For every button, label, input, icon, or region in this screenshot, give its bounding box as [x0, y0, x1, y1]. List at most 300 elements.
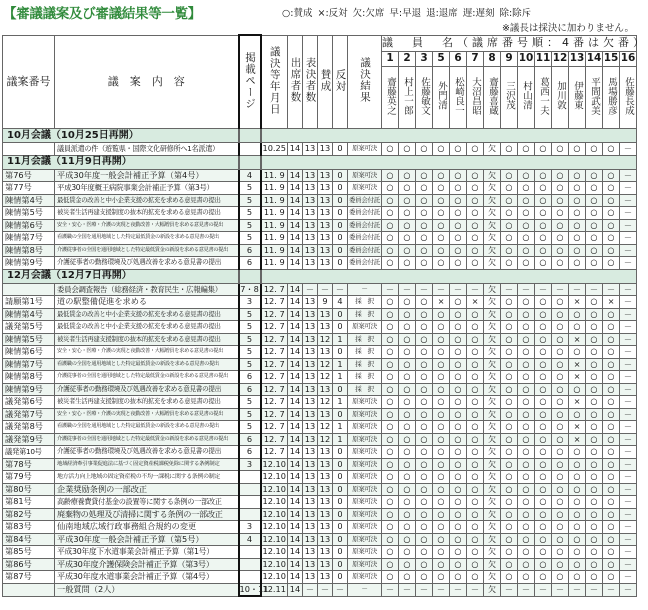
attend-cell: 14 — [288, 358, 303, 371]
vote-cell: ○ — [467, 471, 484, 484]
result-cell: 原案可決 — [348, 321, 382, 334]
vote-cell: ○ — [535, 346, 552, 359]
header-page: 掲載ページ — [239, 35, 261, 129]
attend-cell: 14 — [288, 421, 303, 434]
header-attend: 出席者数 — [288, 35, 303, 129]
table-row — [3, 421, 637, 434]
vote-cell: ○ — [450, 143, 467, 156]
vote-cell: ○ — [399, 446, 416, 459]
vote-cell: ○ — [535, 521, 552, 534]
table-row — [3, 458, 637, 471]
member-seat-number: 16 — [620, 51, 637, 66]
vote-cell: ○ — [433, 458, 450, 471]
page-cell — [239, 155, 261, 169]
vote-cell: ○ — [501, 169, 518, 182]
vote-cell: ○ — [382, 219, 399, 232]
date-cell: 12. 7 — [261, 308, 288, 321]
vote-cell: ○ — [535, 508, 552, 521]
bill-no-cell — [3, 143, 55, 156]
page-cell: 5 — [239, 207, 261, 220]
vote-cell: ○ — [467, 232, 484, 245]
date-cell: 11. 9 — [261, 257, 288, 270]
vote-cell: － — [620, 244, 637, 257]
vote-cell: ○ — [416, 219, 433, 232]
vote-cell: ○ — [501, 446, 518, 459]
vote-cell: ○ — [467, 446, 484, 459]
vote-cell: ○ — [501, 321, 518, 334]
vote-cell: ○ — [382, 571, 399, 584]
vote-cell: ○ — [467, 496, 484, 509]
result-cell: 原案可決 — [348, 483, 382, 496]
bill-content-cell: 平成30年度概王病院事業会計補正予算（第3号） — [55, 182, 239, 195]
voters-cell: 13 — [303, 346, 318, 359]
vote-cell: ○ — [518, 169, 535, 182]
date-cell: 12. 7 — [261, 421, 288, 434]
vote-cell: ○ — [586, 371, 603, 384]
vote-cell: ○ — [382, 408, 399, 421]
vote-cell: － — [620, 533, 637, 546]
attend-cell: 14 — [288, 308, 303, 321]
vote-cell: － — [620, 383, 637, 396]
page-cell: 5 — [239, 421, 261, 434]
vote-cell: ○ — [603, 219, 620, 232]
yes-count-cell: 13 — [318, 182, 333, 195]
no-count-cell: 1 — [333, 371, 348, 384]
vote-cell: 欠 — [484, 143, 501, 156]
table-row — [3, 358, 637, 371]
vote-cell: ○ — [569, 257, 586, 270]
bill-content-cell: 廃棄物の処理及び清掃に関する条例の一部改正 — [55, 508, 239, 521]
vote-cell: ○ — [586, 508, 603, 521]
bill-content-cell: 地域経済牽引事業促進法に基づく固定資産税課税免除に関する条例制定 — [55, 458, 239, 471]
vote-cell: ○ — [552, 483, 569, 496]
vote-cell: ○ — [399, 458, 416, 471]
vote-cell: ○ — [382, 194, 399, 207]
attend-cell: 14 — [288, 321, 303, 334]
vote-cell: ○ — [433, 182, 450, 195]
vote-cell: ○ — [518, 257, 535, 270]
bill-content-cell: 委員会調査報告（総務経済・教育民生・広報編集） — [55, 283, 239, 296]
bill-content-cell: 介護従事者の全国を通用地域とした特定最低賃金の新設を求める意見書の提出 — [55, 244, 239, 257]
vote-cell: ○ — [603, 321, 620, 334]
member-seat-number: 10 — [518, 51, 535, 66]
vote-cell: ○ — [382, 396, 399, 409]
vote-cell: ○ — [586, 533, 603, 546]
vote-cell: ○ — [501, 207, 518, 220]
vote-cell: × — [569, 333, 586, 346]
page-cell: 3 — [239, 458, 261, 471]
vote-cell: ○ — [399, 358, 416, 371]
vote-cell: ○ — [501, 496, 518, 509]
vote-cell: ○ — [586, 257, 603, 270]
vote-cell: ○ — [552, 182, 569, 195]
vote-cell: ○ — [586, 182, 603, 195]
vote-cell: 欠 — [484, 333, 501, 346]
vote-cell: ○ — [467, 169, 484, 182]
vote-cell: ○ — [518, 433, 535, 446]
vote-cell: ○ — [467, 257, 484, 270]
vote-cell: － — [467, 583, 484, 596]
vote-cell: ○ — [535, 446, 552, 459]
vote-cell: ○ — [467, 244, 484, 257]
attend-cell: 14 — [288, 333, 303, 346]
chair-note: ※議長は採決に加わりません。 — [501, 23, 634, 34]
result-cell: 原案可決 — [348, 521, 382, 534]
vote-cell: ○ — [569, 244, 586, 257]
voters-cell: 13 — [303, 521, 318, 534]
vote-cell: ○ — [416, 496, 433, 509]
vote-cell: ○ — [552, 421, 569, 434]
vote-cell: － — [603, 583, 620, 596]
vote-cell: ○ — [569, 143, 586, 156]
member-name: 佐藤敏文 — [416, 66, 433, 129]
vote-cell: ○ — [586, 458, 603, 471]
vote-cell: ○ — [603, 546, 620, 559]
bill-no-cell: 陳情第7号 — [3, 358, 55, 371]
vote-cell: ○ — [586, 321, 603, 334]
attend-cell: 14 — [288, 496, 303, 509]
vote-cell: ○ — [399, 182, 416, 195]
vote-cell: － — [620, 458, 637, 471]
vote-cell: ○ — [467, 483, 484, 496]
vote-cell: ○ — [535, 558, 552, 571]
result-cell: 原案可決 — [348, 496, 382, 509]
bill-content-cell: 地方活力向上地域の固定資産税の不均一課税に関する条例の制定 — [55, 471, 239, 484]
voters-cell: 13 — [303, 321, 318, 334]
member-name: 外門清 — [433, 66, 450, 129]
vote-cell: 欠 — [484, 483, 501, 496]
vote-cell: ○ — [416, 533, 433, 546]
vote-cell: ○ — [569, 182, 586, 195]
section-filler — [261, 155, 637, 169]
yes-count-cell: 13 — [318, 471, 333, 484]
legend-item: ×:反対 — [317, 8, 348, 19]
no-count-cell: 0 — [333, 458, 348, 471]
voters-cell: 13 — [303, 296, 318, 309]
vote-cell: ○ — [535, 257, 552, 270]
vote-cell: － — [620, 571, 637, 584]
vote-cell: ○ — [433, 383, 450, 396]
member-name: 葛西一夫 — [535, 66, 552, 129]
vote-cell: ○ — [569, 521, 586, 534]
page-cell — [239, 546, 261, 559]
page-cell: 7・8 — [240, 283, 259, 294]
vote-cell: ○ — [535, 308, 552, 321]
yes-count-cell: 13 — [318, 232, 333, 245]
header-bill-no: 議案番号 — [3, 35, 55, 129]
result-cell: 採 択 — [348, 308, 382, 321]
voters-cell: 13 — [303, 446, 318, 459]
date-cell: 11. 9 — [261, 219, 288, 232]
table-row — [3, 283, 637, 296]
vote-cell: 欠 — [484, 583, 501, 596]
vote-cell: ○ — [518, 571, 535, 584]
vote-cell: ○ — [535, 571, 552, 584]
yes-count-cell: 13 — [318, 257, 333, 270]
vote-cell: ○ — [450, 232, 467, 245]
vote-cell: ○ — [603, 408, 620, 421]
date-cell: 11. 9 — [261, 169, 288, 182]
vote-cell: ○ — [433, 143, 450, 156]
vote-cell: 欠 — [484, 321, 501, 334]
member-name: 馬場勝彦 — [603, 66, 620, 129]
vote-cell: ○ — [399, 533, 416, 546]
voters-cell: 13 — [303, 232, 318, 245]
table-row — [3, 207, 637, 220]
vote-cell: ○ — [433, 358, 450, 371]
member-name: 加川敦 — [552, 66, 569, 129]
vote-cell: ○ — [586, 571, 603, 584]
vote-cell: ○ — [552, 546, 569, 559]
vote-cell: 欠 — [484, 508, 501, 521]
vote-cell: － — [535, 283, 552, 296]
vote-cell: ○ — [382, 182, 399, 195]
attend-cell: 14 — [288, 346, 303, 359]
vote-cell: 欠 — [484, 521, 501, 534]
page-cell — [239, 558, 261, 571]
vote-cell: × — [569, 396, 586, 409]
voters-cell: － — [303, 283, 318, 296]
attend-cell: 14 — [288, 194, 303, 207]
no-count-cell: － — [333, 583, 348, 596]
vote-cell: ○ — [586, 143, 603, 156]
section-label: 11月会議（11月9日再開） — [3, 155, 239, 169]
no-count-cell: 0 — [333, 521, 348, 534]
member-seat-number: 3 — [416, 51, 433, 66]
table-row — [3, 143, 637, 156]
vote-cell: ○ — [518, 521, 535, 534]
vote-cell: ○ — [501, 408, 518, 421]
attend-cell: 14 — [288, 546, 303, 559]
vote-cell: ○ — [416, 346, 433, 359]
vote-cell: 欠 — [484, 496, 501, 509]
vote-cell: － — [399, 283, 416, 296]
bill-content-cell: 介護従事者の全国を通用地域とした特定最低賃金の新設を求める意見書の提出 — [55, 371, 239, 384]
vote-cell: ○ — [603, 244, 620, 257]
vote-cell: ○ — [450, 508, 467, 521]
vote-cell: ○ — [586, 358, 603, 371]
no-count-cell: 1 — [333, 333, 348, 346]
vote-cell: － — [620, 433, 637, 446]
page-cell: 6 — [239, 257, 261, 270]
vote-cell: ○ — [450, 333, 467, 346]
vote-cell: ○ — [603, 257, 620, 270]
vote-cell: ○ — [603, 521, 620, 534]
vote-cell: ○ — [569, 169, 586, 182]
vote-cell: － — [620, 508, 637, 521]
vote-cell: ○ — [569, 483, 586, 496]
vote-cell: － — [552, 583, 569, 596]
vote-cell: ○ — [552, 396, 569, 409]
vote-cell: ○ — [586, 383, 603, 396]
no-count-cell: 0 — [333, 321, 348, 334]
vote-cell: ○ — [603, 446, 620, 459]
vote-cell: ○ — [501, 483, 518, 496]
date-cell: 12.10 — [261, 533, 288, 546]
bill-no-cell: 第79号 — [3, 471, 55, 484]
vote-cell: 欠 — [484, 458, 501, 471]
page-cell: 4 — [239, 169, 261, 182]
vote-cell: ○ — [569, 408, 586, 421]
vote-cell: ○ — [382, 207, 399, 220]
vote-cell: ○ — [603, 533, 620, 546]
bill-no-cell: 議発第6号 — [3, 396, 55, 409]
vote-cell: ○ — [535, 169, 552, 182]
vote-cell: ○ — [535, 421, 552, 434]
vote-cell: ○ — [552, 333, 569, 346]
voters-cell: 13 — [303, 483, 318, 496]
no-count-cell: 0 — [333, 446, 348, 459]
vote-cell: ○ — [467, 533, 484, 546]
vote-cell: × — [603, 296, 620, 309]
vote-cell: ○ — [467, 421, 484, 434]
vote-cell: ○ — [467, 546, 484, 559]
vote-cell: ○ — [552, 308, 569, 321]
vote-cell: － — [382, 583, 399, 596]
vote-cell: ○ — [535, 207, 552, 220]
vote-cell: ○ — [467, 371, 484, 384]
member-name: 齋藤喜蔵 — [484, 66, 501, 129]
date-cell: 12.10 — [261, 571, 288, 584]
vote-cell: ○ — [552, 571, 569, 584]
vote-cell: ○ — [535, 321, 552, 334]
attend-cell: 14 — [288, 558, 303, 571]
vote-cell: ○ — [586, 244, 603, 257]
voters-cell: 13 — [303, 358, 318, 371]
yes-count-cell: 13 — [318, 194, 333, 207]
vote-cell: ○ — [433, 244, 450, 257]
vote-cell: ○ — [518, 244, 535, 257]
vote-cell: ○ — [552, 508, 569, 521]
attend-cell: 14 — [288, 207, 303, 220]
vote-cell: ○ — [382, 383, 399, 396]
vote-cell: ○ — [518, 483, 535, 496]
no-count-cell: 0 — [333, 508, 348, 521]
vote-cell: ○ — [416, 308, 433, 321]
date-cell: 12. 7 — [261, 371, 288, 384]
vote-cell: ○ — [467, 558, 484, 571]
voters-cell: 13 — [303, 219, 318, 232]
yes-count-cell: 12 — [318, 433, 333, 446]
vote-cell: － — [620, 521, 637, 534]
bill-content-cell: 看護職の全国を通用地域とした特定最低賃金の新設を求める意見書の提出 — [55, 232, 239, 245]
vote-cell: ○ — [382, 421, 399, 434]
deliberation-table — [2, 34, 648, 597]
result-cell: 採 択 — [348, 371, 382, 384]
page-cell: 5 — [239, 182, 261, 195]
vote-cell: － — [620, 371, 637, 384]
date-cell: 12. 7 — [261, 346, 288, 359]
vote-cell: ○ — [552, 232, 569, 245]
vote-cell: ○ — [535, 433, 552, 446]
vote-cell: ○ — [399, 483, 416, 496]
vote-cell: ○ — [552, 296, 569, 309]
result-cell: 採 択 — [348, 383, 382, 396]
vote-cell: ○ — [467, 358, 484, 371]
table-row — [3, 296, 637, 309]
vote-cell: ○ — [501, 421, 518, 434]
vote-cell: ○ — [569, 458, 586, 471]
table-row — [3, 446, 637, 459]
vote-cell: ○ — [603, 458, 620, 471]
vote-cell: ○ — [399, 421, 416, 434]
result-cell: 原案可決 — [348, 143, 382, 156]
vote-cell: ○ — [552, 219, 569, 232]
voters-cell: 13 — [303, 333, 318, 346]
vote-cell: － — [518, 283, 535, 296]
no-count-cell: 0 — [333, 169, 348, 182]
vote-cell: － — [620, 346, 637, 359]
vote-legend — [282, 5, 536, 19]
page-cell: 5 — [239, 358, 261, 371]
voters-cell: 13 — [303, 169, 318, 182]
vote-cell: ○ — [552, 558, 569, 571]
page-cell: 5 — [239, 194, 261, 207]
vote-cell: ○ — [416, 558, 433, 571]
date-cell: 12.10 — [261, 458, 288, 471]
vote-cell: ○ — [399, 521, 416, 534]
member-name: 松崎良一 — [450, 66, 467, 129]
vote-cell: 欠 — [484, 244, 501, 257]
vote-cell: ○ — [399, 433, 416, 446]
page-cell: 5 — [239, 333, 261, 346]
bill-content-cell: 介護従事者の勤務環境及び処遇改善を求める意見書の提出 — [55, 257, 239, 270]
page-cell — [239, 471, 261, 484]
vote-cell: ○ — [518, 396, 535, 409]
vote-cell: 欠 — [484, 232, 501, 245]
vote-cell: ○ — [416, 446, 433, 459]
vote-cell: ○ — [467, 508, 484, 521]
vote-cell: 欠 — [484, 571, 501, 584]
date-cell: 12. 7 — [261, 383, 288, 396]
no-count-cell: 1 — [333, 421, 348, 434]
vote-cell: 欠 — [484, 371, 501, 384]
vote-cell: ○ — [433, 496, 450, 509]
vote-cell: ○ — [450, 408, 467, 421]
voters-cell: 13 — [303, 433, 318, 446]
vote-cell: ○ — [501, 308, 518, 321]
header-yes: 賛成 — [318, 35, 333, 129]
voters-cell: 13 — [303, 408, 318, 421]
page-cell: 6 — [239, 371, 261, 384]
vote-cell: － — [535, 583, 552, 596]
vote-cell: － — [382, 283, 399, 296]
vote-cell: － — [620, 257, 637, 270]
vote-cell: ○ — [399, 571, 416, 584]
vote-cell: 欠 — [484, 207, 501, 220]
table-row — [3, 408, 637, 421]
vote-cell: ○ — [501, 571, 518, 584]
bill-content-cell: 高齢療養費貸付基金の設置等に関する条例の一部改正 — [55, 496, 239, 509]
attend-cell: 14 — [288, 471, 303, 484]
vote-cell: ○ — [518, 533, 535, 546]
bill-content-cell: 介護従事者の勤務環境及び処遇改善を求める意見書の提出 — [55, 446, 239, 459]
bill-no-cell: 陳情第4号 — [3, 308, 55, 321]
vote-cell: × — [569, 358, 586, 371]
result-cell: 委員会付託 — [348, 257, 382, 270]
vote-cell: ○ — [399, 371, 416, 384]
member-name: 齋藤英之 — [382, 66, 399, 129]
vote-cell: ○ — [467, 458, 484, 471]
vote-cell: ○ — [433, 571, 450, 584]
vote-cell: ○ — [586, 558, 603, 571]
voters-cell: 13 — [303, 508, 318, 521]
section-label: 12月会議（12月7日再開） — [3, 269, 239, 283]
vote-cell: ○ — [399, 558, 416, 571]
vote-cell: ○ — [586, 296, 603, 309]
date-cell: 12.11 — [261, 583, 288, 596]
attend-cell: 14 — [288, 232, 303, 245]
